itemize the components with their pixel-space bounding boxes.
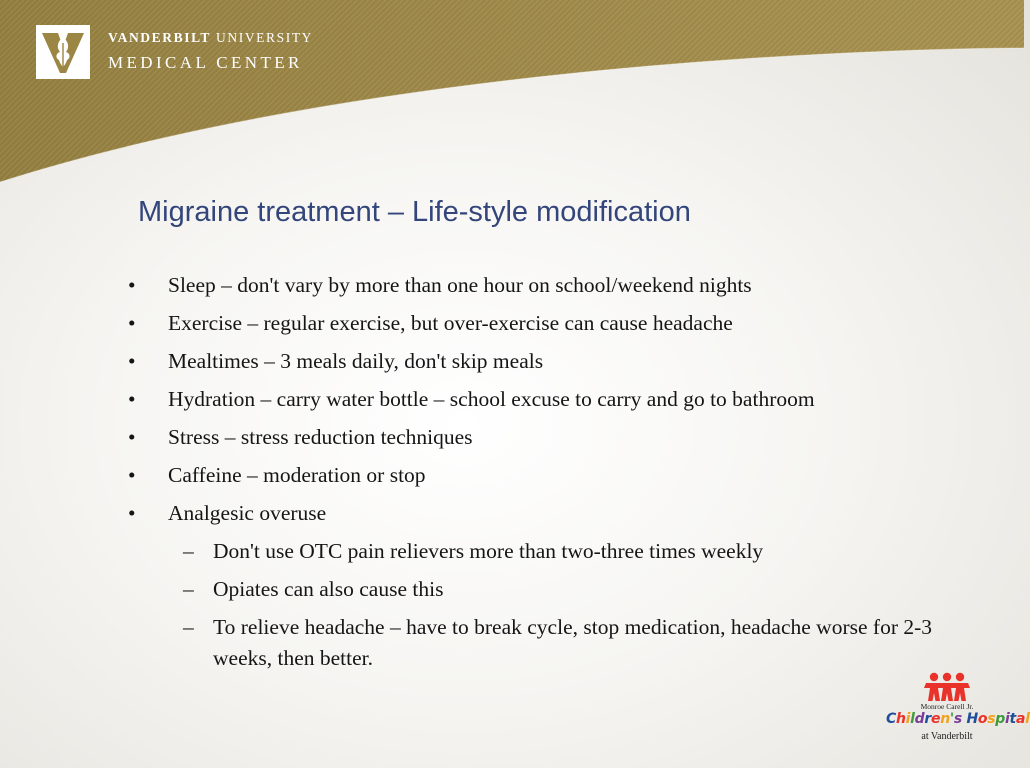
logo-letter: l <box>1025 711 1030 727</box>
logo-text-at-vanderbilt: at Vanderbilt <box>921 731 973 742</box>
sub-bullet-text: Don't use OTC pain relievers more than two-three times weekly <box>213 539 764 563</box>
logo-text-childrens-hospital <box>886 711 1030 727</box>
bullet-item <box>128 498 948 529</box>
bullet-marker: • <box>128 273 136 297</box>
logo-letter: a <box>1015 711 1026 727</box>
logo-letter: s <box>953 711 962 727</box>
sub-bullet-item <box>128 536 948 567</box>
bullet-item <box>128 270 948 301</box>
bullet-text: Mealtimes – 3 meals daily, don't skip meals <box>168 349 544 373</box>
bullet-text: Analgesic overuse <box>168 501 327 525</box>
bullet-text: Exercise – regular exercise, but over-exercise can cause headache <box>168 311 733 335</box>
childrens-hospital-logo <box>886 672 1030 752</box>
logo-letter: H <box>966 711 978 727</box>
bullet-text: Sleep – don't vary by more than one hour on school/weekend nights <box>168 273 752 297</box>
bullet-item <box>128 422 948 453</box>
bullet-marker: • <box>128 425 136 449</box>
bullet-item <box>128 384 948 415</box>
bullet-marker: • <box>128 349 136 373</box>
slide-title: Migraine treatment – Life-style modification <box>138 196 691 228</box>
sub-bullet-marker: – <box>183 615 194 639</box>
logo-letter: C <box>886 711 896 727</box>
logo-letter: p <box>995 711 1006 727</box>
oak-leaf-v-icon <box>36 25 90 79</box>
logo-letter: s <box>987 711 996 727</box>
bullet-item <box>128 346 948 377</box>
logo-letter: i <box>905 711 911 727</box>
sub-bullet-marker: – <box>183 577 194 601</box>
logo-letter: ' <box>949 711 954 727</box>
sub-bullet-item <box>128 612 948 674</box>
bullet-item <box>128 460 948 491</box>
brand-vanderbilt: VANDERBILT <box>108 30 212 45</box>
brand-university: UNIVERSITY <box>216 30 314 45</box>
bullet-marker: • <box>128 311 136 335</box>
bullet-marker: • <box>128 463 136 487</box>
vanderbilt-logo <box>36 25 90 79</box>
logo-letter: h <box>895 711 906 727</box>
logo-letter: l <box>910 711 915 727</box>
bullet-marker: • <box>128 501 136 525</box>
brand-medical-center: MEDICAL CENTER <box>108 53 303 72</box>
sub-bullet-text: To relieve headache – have to break cycle, stop medication, headache worse for 2-3 weeks, then better. <box>213 615 933 670</box>
logo-letter: t <box>1009 711 1016 727</box>
logo-letter: d <box>914 711 925 727</box>
bullet-item <box>128 308 948 339</box>
logo-letter: n <box>940 711 950 727</box>
logo-letter: e <box>931 711 941 727</box>
bullet-list <box>128 270 948 681</box>
logo-letter: r <box>924 711 931 727</box>
brand-line-university <box>108 30 313 46</box>
bullet-text: Stress – stress reduction techniques <box>168 425 473 449</box>
sub-bullet-marker: – <box>183 539 194 563</box>
logo-letter: o <box>977 711 988 727</box>
logo-letter: i <box>1005 711 1010 727</box>
sub-bullet-item <box>128 574 948 605</box>
bullet-marker: • <box>128 387 136 411</box>
bullet-text: Hydration – carry water bottle – school excuse to carry and go to bathroom <box>168 387 815 411</box>
sub-bullet-text: Opiates can also cause this <box>213 577 444 601</box>
children-figures-icon <box>922 672 972 702</box>
logo-text-monroe-carell: Monroe Carell Jr. <box>920 702 974 711</box>
bullet-text: Caffeine – moderation or stop <box>168 463 426 487</box>
